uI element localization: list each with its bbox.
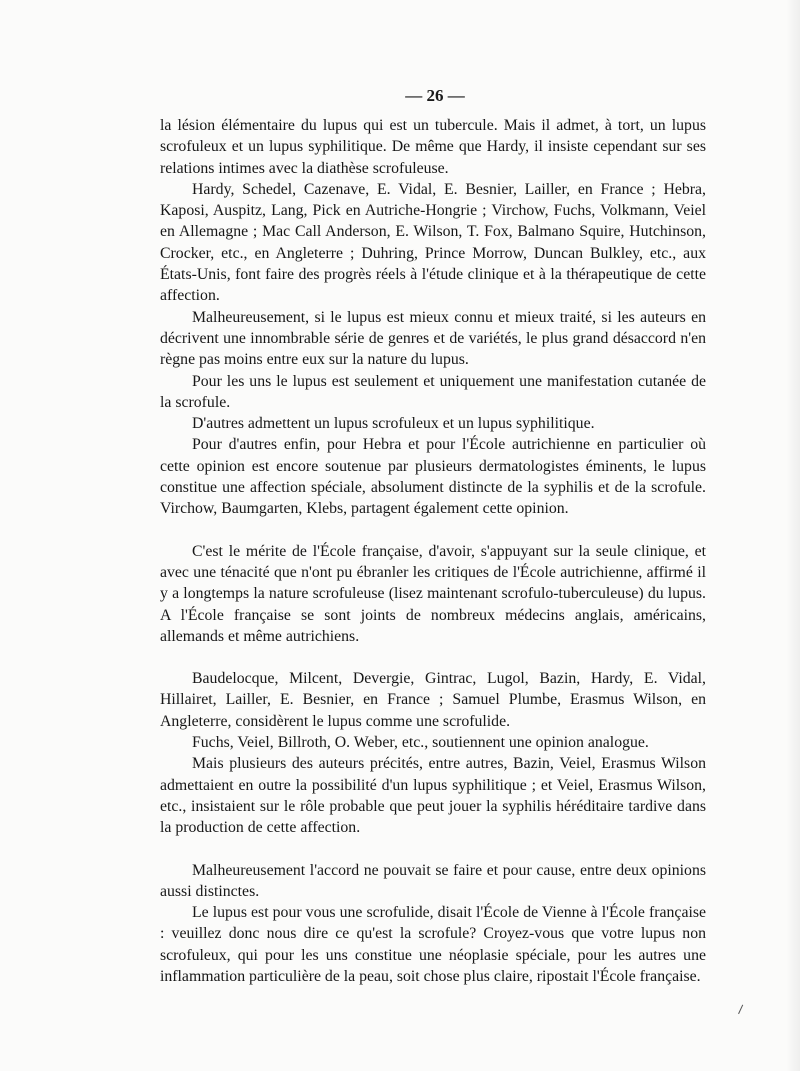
page-shadow-edge — [786, 0, 800, 1071]
body-text — [160, 115, 706, 987]
paragraph: la lésion élémentaire du lupus qui est un tubercule. Mais il admet, à tort, un lupus scrofuleux et un lupus syphilitique. De même que Hardy, il insiste cependant sur ses relations intimes avec la diathèse scrofuleuse. — [160, 117, 706, 177]
paragraph: Hardy, Schedel, Cazenave, E. Vidal, E. Besnier, Lailler, en France ; Hebra, Kaposi, Auspitz, Lang, Pick en Autriche-Hongrie ; Virchow, Fuchs, Volkmann, Veiel en Allemagne ; Mac Call Anderson, E. Wilson, T. Fox, Balmano Squire, Hutchinson, Crocker, etc., en Angleterre ; Duhring, Prince Morrow, Duncan Bulkley, etc., aux États-Unis, font faire des progrès réels à l'étude clinique et à la thérapeutique de cette affection. — [160, 180, 706, 305]
paragraph-gap — [160, 839, 706, 860]
paragraph: Le lupus est pour vous une scrofulide, disait l'École de Vienne à l'École française : veuillez donc nous dire ce qu'est la scrofule? Croyez-vous que votre lupus non scrofuleux, qui pour les uns constitue une néoplasie spéciale, pour les autres une inflammation particulière de la peau, soit chose plus claire, ripostait l'École française. — [160, 904, 706, 985]
paragraph-gap — [160, 520, 706, 541]
paragraph: Fuchs, Veiel, Billroth, O. Weber, etc., soutiennent une opinion analogue. — [192, 734, 649, 752]
paragraph: Malheureusement, si le lupus est mieux connu et mieux traité, si les auteurs en décrivent une innombrable série de genres et de variétés, le plus grand désaccord n'en règne pas moins entre eux sur la nature du lupus. — [160, 308, 706, 369]
paragraph: Baudelocque, Milcent, Devergie, Gintrac, Lugol, Bazin, Hardy, E. Vidal, Hillairet, Lailler, E. Besnier, en France ; Samuel Plumbe, Erasmus Wilson, en Angleterre, considèrent le lupus comme une scrofulide. — [160, 670, 706, 730]
paragraph: Pour d'autres enfin, pour Hebra et pour l'École autrichienne en particulier où cette opinion est encore soutenue par plusieurs dermatologistes éminents, le lupus constitue une affection spéciale, absolument distincte de la syphilis et de la scrofule. Virchow, Baumgarten, Klebs, partagent également cette opinion. — [160, 436, 706, 518]
page-number: — 26 — — [405, 86, 465, 105]
paragraph: D'autres admettent un lupus scrofuleux et un lupus syphilitique. — [192, 415, 595, 433]
ink-mark — [738, 1005, 746, 1016]
paragraph: Malheureusement l'accord ne pouvait se faire et pour cause, entre deux opinions aussi distinctes. — [160, 861, 706, 900]
paragraph: C'est le mérite de l'École française, d'avoir, s'appuyant sur la seule clinique, et avec une ténacité que n'ont pu ébranler les critiques de l'École autrichienne, affirmé il y a longtemps la nature scrofuleuse (lisez maintenant scrofulo-tuberculeuse) du lupus. A l'École française se sont joints de nombreux médecins anglais, américains, allemands et même autrichiens. — [160, 542, 706, 645]
paragraph: Mais plusieurs des auteurs précités, entre autres, Bazin, Veiel, Erasmus Wilson admettaient en outre la possibilité d'un lupus syphilitique ; et Veiel, Erasmus Wilson, etc., insistaient sur le rôle probable que peut jouer la syphilis héréditaire tardive dans la production de cette affection. — [160, 755, 706, 837]
paragraph: Pour les uns le lupus est seulement et uniquement une manifestation cutanée de la scrofule. — [160, 372, 706, 411]
paragraph-gap — [160, 647, 706, 668]
